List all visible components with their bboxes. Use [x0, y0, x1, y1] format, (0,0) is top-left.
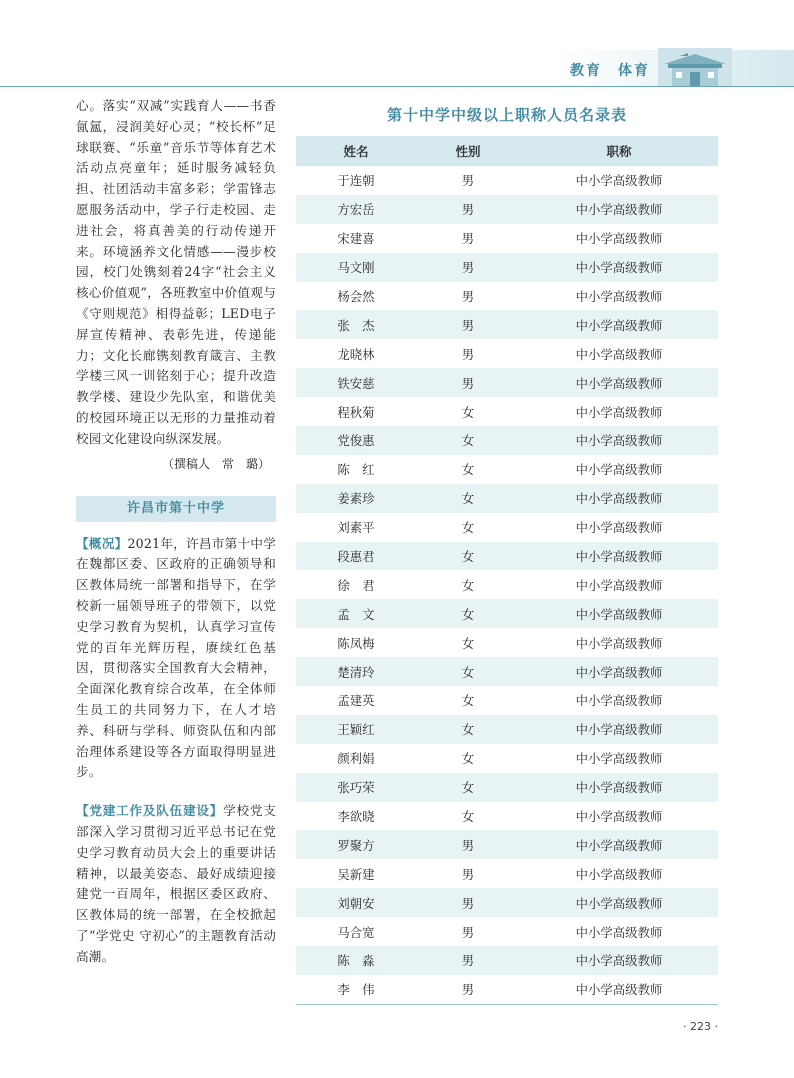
cell-name: 孟 文: [296, 599, 416, 628]
table-row: [296, 802, 718, 831]
cell-title: 中小学高级教师: [575, 751, 663, 767]
cell-title: 中小学高级教师: [575, 866, 663, 882]
table-row: [296, 599, 718, 628]
table-row: [296, 859, 718, 888]
cell-name: 宋建喜: [337, 231, 375, 247]
cell-name: 杨会然: [337, 289, 375, 304]
cell-title: 中小学高级教师: [520, 888, 718, 917]
cell-title: 中小学高级教师: [520, 975, 718, 1004]
cell-gender: 男: [461, 924, 475, 940]
cell-name: 姜素珍: [296, 484, 416, 513]
cell-name: 铁安慈: [296, 368, 416, 397]
cell-name: 张巧荣: [296, 773, 416, 802]
cell-gender: 男: [461, 866, 475, 882]
cell-title: 中小学高级教师: [520, 946, 718, 975]
table-row: [296, 570, 718, 599]
table-row: [296, 484, 718, 513]
table-row: [296, 975, 718, 1004]
cell-gender: 女: [416, 715, 520, 744]
cell-gender: 男: [461, 346, 475, 362]
cell-gender: 女: [416, 657, 520, 686]
cell-title: 中小学高级教师: [575, 404, 663, 420]
cell-name: 吴新建: [337, 866, 375, 882]
table-row: [296, 253, 718, 282]
party-text: 学校党支部深入学习贯彻习近平总书记在党史学习教育动员大会上的重要讲话精神，以最美姿态、最好成绩迎接建党一百周年，根据区委区政府、区教体局的统一部署，在全校掀起了“学党史 守初心”的主题教育活动高潮。: [76, 803, 276, 964]
cell-title: 中小学高级教师: [575, 924, 663, 940]
cell-name: 陈 红: [337, 462, 375, 478]
cell-name: 马合宽: [337, 924, 375, 940]
table-row: [296, 224, 718, 253]
cell-gender: 男: [416, 195, 520, 224]
roster-table: [296, 136, 718, 1005]
table-row: [296, 830, 718, 859]
cell-gender: 女: [461, 577, 475, 593]
cell-name: 程秋菊: [337, 404, 375, 420]
cell-name: 罗聚方: [296, 830, 416, 859]
cell-title: 中小学高级教师: [520, 830, 718, 859]
cell-gender: 男: [416, 946, 520, 975]
party-tag: 【党建工作及队伍建设】: [76, 803, 224, 819]
continued-paragraph: [76, 96, 276, 450]
cell-name: 龙晓林: [337, 346, 375, 362]
table-row: [296, 368, 718, 397]
cell-gender: 男: [461, 173, 475, 189]
cell-gender: 男: [461, 289, 475, 304]
cell-title: 中小学高级教师: [575, 809, 663, 825]
cell-gender: 女: [461, 809, 475, 825]
cell-gender: 女: [416, 484, 520, 513]
page-number: · 223 ·: [683, 1020, 718, 1033]
cell-gender: 女: [416, 773, 520, 802]
cell-name: 陈 淼: [296, 946, 416, 975]
table-row: [296, 628, 718, 657]
overview-tag: 【概况】: [76, 535, 128, 551]
cell-title: 中小学高级教师: [520, 599, 718, 628]
cell-gender: 男: [416, 368, 520, 397]
cell-name: 刘素平: [337, 520, 375, 536]
cell-title: 中小学高级教师: [575, 231, 663, 247]
cell-gender: 女: [461, 635, 475, 651]
table-row: [296, 686, 718, 715]
cell-name: 颜利娟: [337, 751, 375, 767]
cell-gender: 女: [461, 462, 475, 478]
cell-name: 党俊惠: [296, 426, 416, 455]
cell-gender: 男: [416, 975, 520, 1004]
table-body: [296, 166, 718, 1004]
cell-title: 中小学高级教师: [520, 715, 718, 744]
cell-gender: 女: [461, 520, 475, 536]
table-row: [296, 773, 718, 802]
byline: （撰稿人 常 璐）: [161, 456, 270, 471]
cell-title: 中小学高级教师: [520, 484, 718, 513]
table-title: 第十中学中级以上职称人员名录表: [386, 106, 627, 124]
cell-gender: 女: [461, 404, 475, 420]
cell-title: 中小学高级教师: [575, 635, 663, 651]
school-heading: 许昌市第十中学: [76, 496, 276, 522]
table-row: [296, 917, 718, 946]
cell-title: 中小学高级教师: [520, 426, 718, 455]
table-row: [296, 744, 718, 773]
table-row: [296, 715, 718, 744]
table-row: [296, 339, 718, 368]
overview-text: 2021年，许昌市第十中学在魏都区委、区政府的正确领导和区教体局统一部署和指导下，在学校新一届领导班子的带领下，以党史学习教育为契机，认真学习宣传党的百年光辉历程，赓续红色基因，贯彻落实全国教育大会精神，全面深化教育综合改革，在全体师生员工的共同努力下，在人才培养、科研与学科、师资队伍和内部治理体系建设等各方面取得明显进步。: [76, 535, 276, 780]
table-row: [296, 657, 718, 686]
table-row: [296, 455, 718, 484]
cell-gender: 女: [416, 426, 520, 455]
cell-title: 中小学高级教师: [575, 462, 663, 478]
cell-title: 中小学高级教师: [575, 577, 663, 593]
table-row: [296, 888, 718, 917]
table-header-row: [296, 136, 718, 166]
continued-paragraph-text: 心。落实“双减”实践育人——书香氤氲，浸润美好心灵；“校长杯”足球联赛、“乐童”音乐节等体育艺术活动点亮童年；延时服务减轻负担、社团活动丰富多彩；学雷锋志愿服务活动中，学子行走校园、走进社会，将真善美的行动传递开来。环境涵养文化情感——漫步校园，校门处镌刻着24字“社会主义核心价值观”，各班教室中价值观与《守则规范》相得益彰；LED电子屏宣传精神、表彰先进，传递能力；文化长廊镌刻教育箴言、主教学楼三风一训铭刻于心；提升改造教学楼、建设少先队室，和谐优美的校园环境正以无形的力量推动着校园文化建设向纵深发展。: [76, 98, 276, 446]
cell-gender: 男: [461, 231, 475, 247]
table-row: [296, 513, 718, 542]
cell-gender: 男: [416, 253, 520, 282]
table-row: [296, 397, 718, 426]
table-row: [296, 282, 718, 311]
cell-gender: 女: [416, 542, 520, 571]
header-gender: 性别: [416, 136, 520, 166]
table-row: [296, 310, 718, 339]
header-rule: [0, 86, 794, 87]
cell-name: 王颖红: [296, 715, 416, 744]
cell-name: 张 杰: [296, 310, 416, 339]
cell-title: 中小学高级教师: [575, 693, 663, 709]
table-row: [296, 426, 718, 455]
cell-gender: 男: [416, 830, 520, 859]
cell-title: 中小学高级教师: [520, 657, 718, 686]
party-paragraph: [76, 801, 276, 967]
cell-gender: 女: [461, 693, 475, 709]
cell-name: 于连朝: [337, 173, 375, 189]
table-row: [296, 195, 718, 224]
cell-name: 李欲晓: [337, 809, 375, 825]
header-title: 职称: [520, 136, 718, 166]
cell-name: 方宏岳: [296, 195, 416, 224]
cell-gender: 男: [416, 888, 520, 917]
section-title: 教育 体育: [570, 63, 650, 79]
table-row: [296, 946, 718, 975]
cell-title: 中小学高级教师: [575, 346, 663, 362]
cell-title: 中小学高级教师: [575, 289, 663, 304]
cell-name: 李 伟: [296, 975, 416, 1004]
cell-name: 刘朝安: [296, 888, 416, 917]
cell-title: 中小学高级教师: [520, 368, 718, 397]
cell-title: 中小学高级教师: [520, 542, 718, 571]
table-row: [296, 166, 718, 195]
gate-tower-icon: [658, 48, 732, 86]
cell-name: 陈凤梅: [337, 635, 375, 651]
cell-name: 徐 君: [337, 577, 375, 593]
cell-name: 楚清玲: [296, 657, 416, 686]
cell-gender: 男: [416, 310, 520, 339]
header-name: 姓名: [296, 136, 416, 166]
cell-name: 孟建英: [337, 693, 375, 709]
cell-title: 中小学高级教师: [520, 310, 718, 339]
table-row: [296, 542, 718, 571]
cell-gender: 女: [461, 751, 475, 767]
cell-name: 段惠君: [296, 542, 416, 571]
overview-paragraph: [76, 534, 276, 784]
cell-title: 中小学高级教师: [520, 253, 718, 282]
cell-title: 中小学高级教师: [520, 195, 718, 224]
left-column: [76, 96, 276, 967]
cell-gender: 女: [416, 599, 520, 628]
cell-title: 中小学高级教师: [575, 173, 663, 189]
cell-title: 中小学高级教师: [520, 773, 718, 802]
cell-title: 中小学高级教师: [575, 520, 663, 536]
cell-name: 马文刚: [296, 253, 416, 282]
